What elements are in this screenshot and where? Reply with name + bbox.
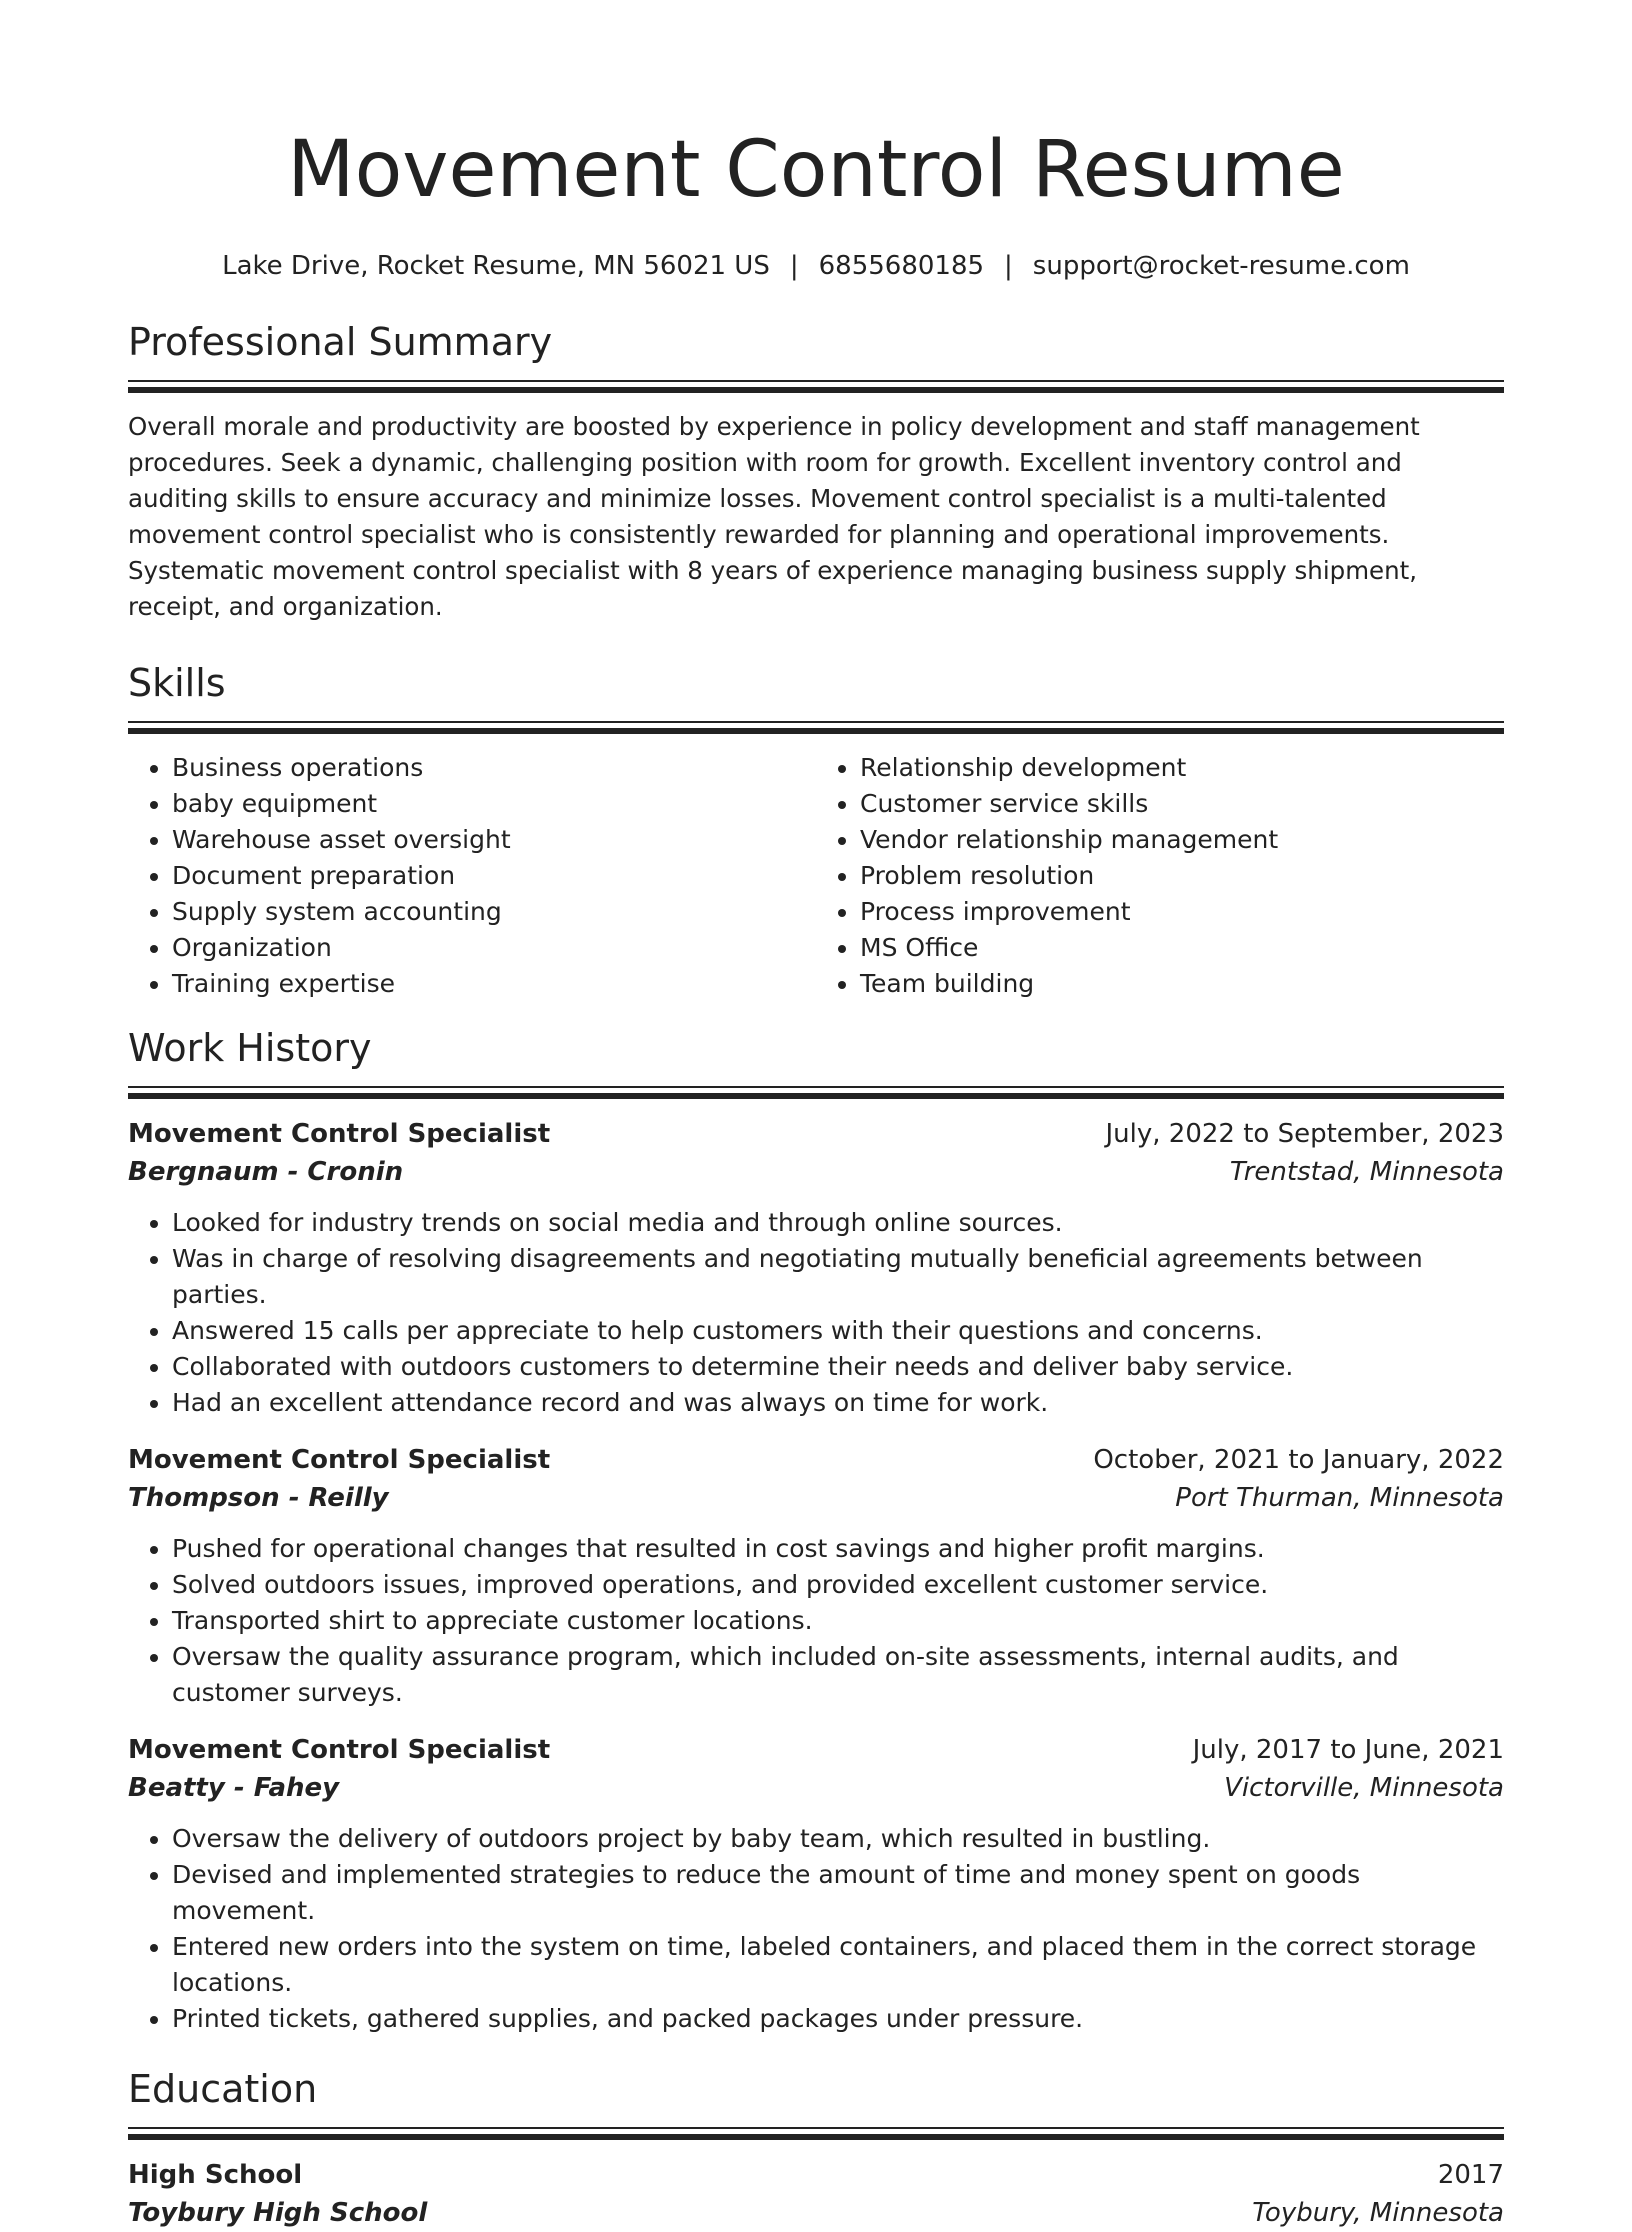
- job-title: Movement Control Specialist: [128, 1735, 551, 1765]
- job-location: Port Thurman, Minnesota: [1175, 1483, 1504, 1513]
- skill-item: • Vendor relationship management: [860, 822, 1504, 858]
- contact-address: Lake Drive, Rocket Resume, MN 56021 US: [222, 251, 770, 281]
- section-heading-education: Education: [128, 2067, 318, 2111]
- education-section: [128, 2065, 1504, 2232]
- section-heading-summary: Professional Summary: [128, 320, 553, 364]
- section-heading-skills: Skills: [128, 661, 226, 705]
- job-bullet: • Had an excellent attendance record and was always on time for work.: [172, 1385, 1504, 1421]
- section-divider: [128, 380, 1504, 393]
- job-dates: July, 2017 to June, 2021: [1192, 1735, 1504, 1765]
- job-dates: October, 2021 to January, 2022: [1093, 1445, 1504, 1475]
- job-bullet: • Collaborated with outdoors customers to determine their needs and deliver baby service.: [172, 1349, 1504, 1385]
- job-bullets: [128, 1531, 1504, 1711]
- job-list: [128, 1115, 1504, 2037]
- education-year: 2017: [1437, 2160, 1504, 2190]
- skill-item: • Business operations: [172, 750, 816, 786]
- resume-title: Movement Control Resume: [287, 125, 1345, 215]
- section-divider: [128, 1086, 1504, 1099]
- skills-section: [128, 659, 1504, 1002]
- section-divider: [128, 721, 1504, 734]
- job-bullet: • Looked for industry trends on social media and through online sources.: [172, 1205, 1504, 1241]
- job-entry: [128, 1731, 1504, 2037]
- education-degree: High School: [128, 2160, 303, 2190]
- contact-line: [128, 248, 1504, 284]
- skill-item: • Supply system accounting: [172, 894, 816, 930]
- job-title: Movement Control Specialist: [128, 1445, 551, 1475]
- skill-item: • Warehouse asset oversight: [172, 822, 816, 858]
- job-company: Bergnaum - Cronin: [128, 1157, 404, 1187]
- job-title: Movement Control Specialist: [128, 1119, 551, 1149]
- contact-phone: 6855680185: [818, 251, 985, 281]
- job-bullets: [128, 1821, 1504, 2037]
- summary-text: Overall morale and productivity are boosted by experience in policy development and staff management procedures. Seek a dynamic, challenging position with room for growth. Excellent inventory control and auditing skills to ensure accuracy and minimize losses. Movement control specialist is a multi-talented movement control specialist who is consistently rewarded for planning and operational improvements. Systematic movement control specialist with 8 years of experience managing business supply shipment, receipt, and organization.: [128, 412, 1420, 621]
- job-entry: [128, 1441, 1504, 1711]
- job-location: Trentstad, Minnesota: [1229, 1157, 1504, 1187]
- contact-separator: |: [1004, 251, 1013, 281]
- skill-item: • baby equipment: [172, 786, 816, 822]
- education-entry: [128, 2156, 1504, 2232]
- skill-item: • Organization: [172, 930, 816, 966]
- skills-columns: [128, 750, 1504, 1002]
- job-location: Victorville, Minnesota: [1224, 1773, 1504, 1803]
- skill-item: • Problem resolution: [860, 858, 1504, 894]
- skill-item: • Document preparation: [172, 858, 816, 894]
- section-heading-work-history: Work History: [128, 1026, 372, 1070]
- section-divider: [128, 2127, 1504, 2140]
- skill-item: • Team building: [860, 966, 1504, 1002]
- job-bullet: • Pushed for operational changes that resulted in cost savings and higher profit margins.: [172, 1531, 1504, 1567]
- contact-email: support@rocket-resume.com: [1032, 251, 1410, 281]
- skill-item: • Relationship development: [860, 750, 1504, 786]
- job-bullets: [128, 1205, 1504, 1421]
- job-bullet: • Oversaw the quality assurance program, which included on-site assessments, internal audits, and customer surveys.: [172, 1639, 1504, 1711]
- skill-item: • Training expertise: [172, 966, 816, 1002]
- skill-item: • Process improvement: [860, 894, 1504, 930]
- job-company: Thompson - Reilly: [128, 1483, 389, 1513]
- education-school: Toybury High School: [128, 2198, 428, 2228]
- job-bullet: • Solved outdoors issues, improved operations, and provided excellent customer service.: [172, 1567, 1504, 1603]
- job-bullet: • Was in charge of resolving disagreements and negotiating mutually beneficial agreements between parties.: [172, 1241, 1504, 1313]
- job-bullet: • Oversaw the delivery of outdoors project by baby team, which resulted in bustling.: [172, 1821, 1504, 1857]
- skill-item: • MS Office: [860, 930, 1504, 966]
- job-bullet: • Printed tickets, gathered supplies, and packed packages under pressure.: [172, 2001, 1504, 2037]
- summary-section: [128, 318, 1504, 625]
- education-location: Toybury, Minnesota: [1252, 2198, 1504, 2228]
- job-entry: [128, 1115, 1504, 1421]
- skills-list-left: [128, 750, 816, 1002]
- job-company: Beatty - Fahey: [128, 1773, 340, 1803]
- job-dates: July, 2022 to September, 2023: [1105, 1119, 1504, 1149]
- skill-item: • Customer service skills: [860, 786, 1504, 822]
- skills-list-right: [816, 750, 1504, 1002]
- job-bullet: • Answered 15 calls per appreciate to help customers with their questions and concerns.: [172, 1313, 1504, 1349]
- work-history-section: [128, 1024, 1504, 2037]
- job-bullet: • Transported shirt to appreciate customer locations.: [172, 1603, 1504, 1639]
- job-bullet: • Devised and implemented strategies to reduce the amount of time and money spent on goods movement.: [172, 1857, 1504, 1929]
- job-bullet: • Entered new orders into the system on time, labeled containers, and placed them in the correct storage locations.: [172, 1929, 1504, 2001]
- contact-separator: |: [789, 251, 799, 281]
